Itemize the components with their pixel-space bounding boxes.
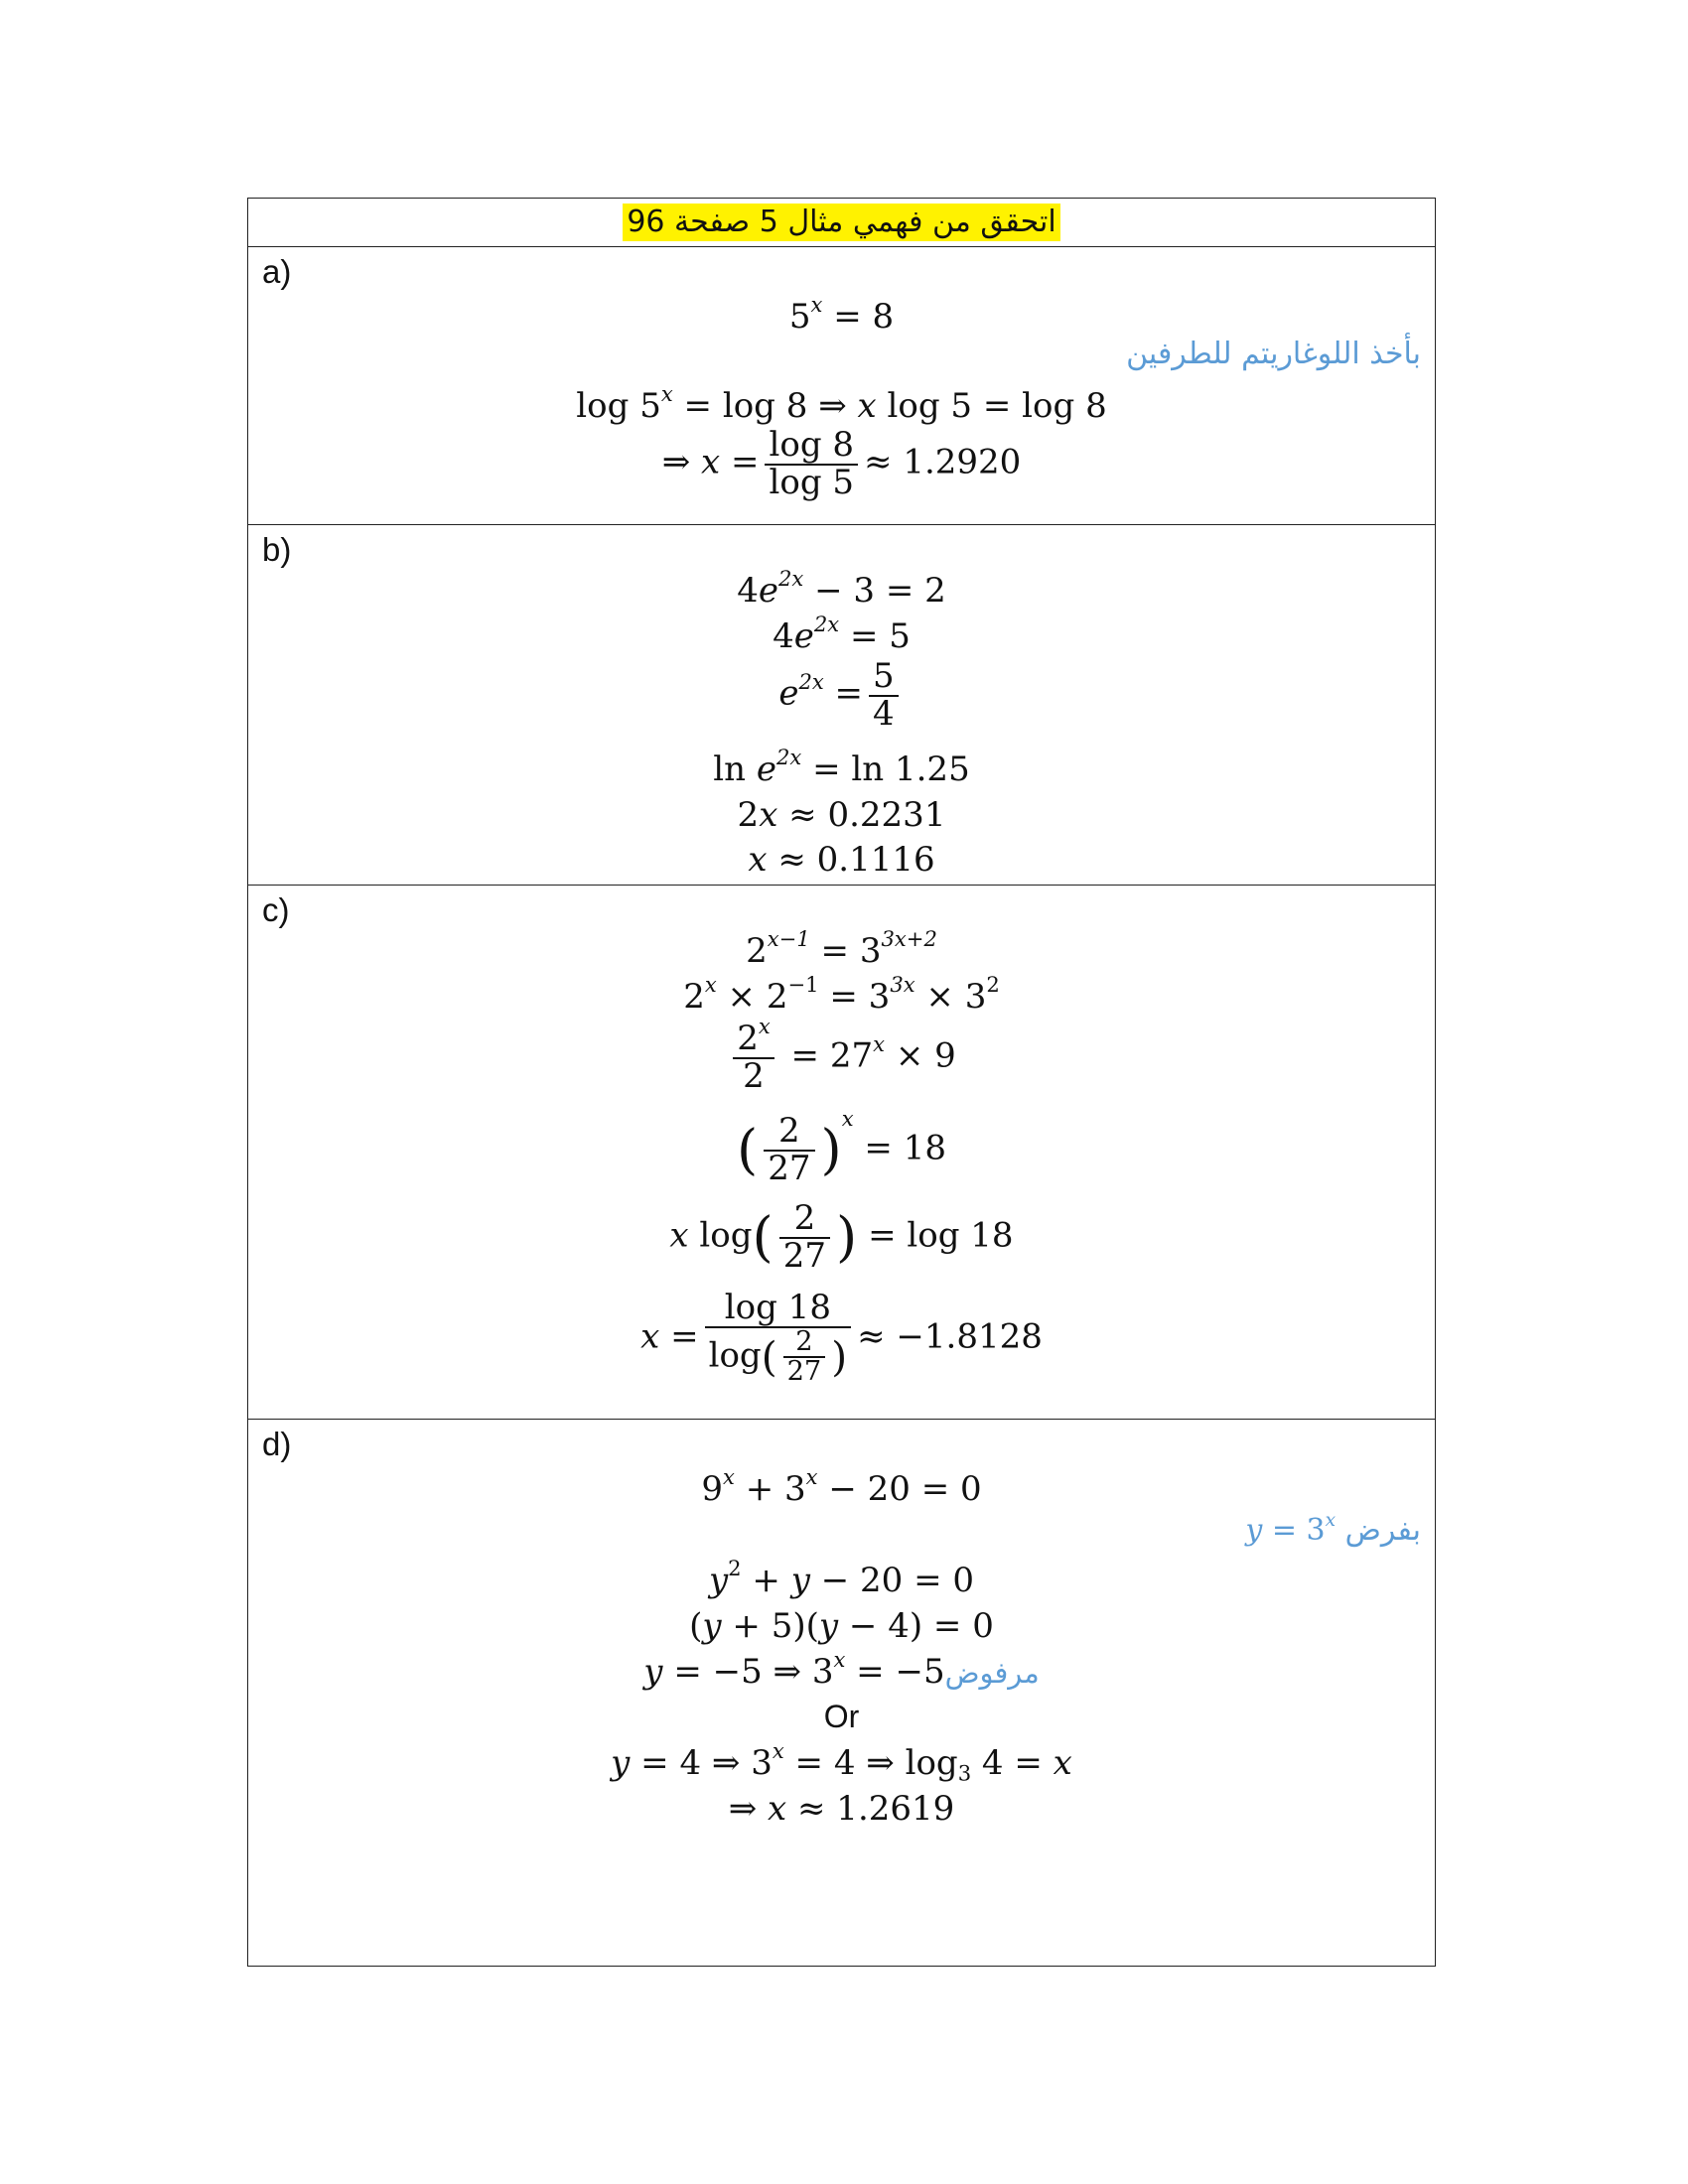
part-d-line2 [248,1556,1435,1600]
fraction [733,1014,774,1096]
exponent: 2x [798,668,824,694]
paren: ) [831,1332,848,1381]
numerator: 2 [779,1201,830,1239]
part-c-line3 [248,1014,1435,1096]
text: + 3 [734,1469,806,1509]
exponent: 2x [776,745,802,770]
part-d-line4 [248,1647,1435,1692]
variable: x [748,840,768,880]
variable: e [793,616,814,656]
variable: x [640,1316,660,1357]
text: − 3 = 2 [803,571,946,611]
exponent: −1 [787,972,819,998]
fraction [779,1198,830,1276]
denominator: 27 [786,1356,822,1388]
text: 2 [683,977,705,1017]
exponent: x [704,972,717,998]
part-c-line4 [248,1105,1435,1188]
text: ≈ 1.2920 [864,442,1022,482]
text: 2 [737,1019,759,1058]
text: = [659,1316,699,1357]
text: ⇒ [661,442,701,482]
exponent: 2 [986,972,1000,998]
part-a-note: بأخذ اللوغاريتم للطرفين [1126,337,1421,371]
text: = ln 1.25 [801,750,970,789]
exponent: x [772,1738,784,1764]
variable: y [818,1606,839,1646]
part-c-label: c) [262,891,290,928]
text: 2 [737,795,760,835]
exponent: x [873,1030,886,1056]
part-c-line2 [248,972,1435,1017]
text: + 5)( [721,1606,819,1646]
denominator: log 5 [769,462,855,502]
numerator: 2 [764,1114,814,1152]
text: log [708,1335,762,1376]
text: = [823,673,864,714]
text: 9 [701,1469,723,1509]
variable: e [778,673,799,714]
text: 2 [746,931,768,971]
part-a-eq2 [248,381,1435,426]
text: − 4) = 0 [838,1606,994,1646]
fraction [705,1288,852,1388]
part-d-line7 [248,1789,1435,1829]
variable: x [669,1215,689,1256]
text: = −5 ⇒ 3 [662,1652,834,1692]
variable: e [756,750,776,789]
part-b-line3 [248,656,1435,734]
denominator: 2 [743,1055,765,1096]
paren: ( [737,1118,759,1181]
part-d-line3 [248,1606,1435,1646]
variable: y [1245,1513,1263,1548]
part-c-line5 [248,1198,1435,1276]
text: = 5 [839,616,911,656]
text: = log 18 [857,1215,1014,1256]
part-d-line1 [248,1464,1435,1509]
paren: ( [761,1332,777,1381]
numerator [733,1014,774,1059]
variable: y [643,1652,663,1692]
text: 4 [773,616,794,656]
text: = 3 [818,977,891,1017]
text: × 9 [885,1035,956,1076]
text: = 27 [779,1035,874,1076]
text: ⇒ [728,1789,769,1829]
denominator: 27 [782,1235,827,1276]
text: = −5 [845,1652,945,1692]
text: = 3 [809,931,882,971]
text: بفرض [1344,1513,1421,1548]
part-a-eq1 [248,292,1435,337]
exponent: x [758,1014,771,1039]
text: 4 = [971,1743,1054,1783]
text: × 2 [716,977,788,1017]
part-b-line6 [248,840,1435,880]
part-c-line6 [248,1288,1435,1388]
exponent: x [841,1105,854,1131]
part-b-line2 [248,612,1435,656]
numerator: log 8 [765,428,858,466]
variable: y [702,1606,722,1646]
exponent: x [660,381,673,407]
fraction [764,1111,814,1188]
header-title: اتحقق من فهمي مثال 5 صفحة 96 [623,204,1059,241]
text: 4 [737,571,759,611]
exponent: 2x [813,612,840,637]
part-b-label: b) [262,531,292,568]
text: ln [713,750,757,789]
text: = 4 ⇒ 3 [630,1743,773,1783]
text: × 3 [914,977,987,1017]
variable: y [790,1561,810,1600]
part-c [248,886,1435,1420]
rejected-note: مرفوض [944,1656,1040,1690]
text: ≈ 0.2231 [777,795,946,835]
paren: ( [752,1205,774,1269]
exponent: 3x [890,972,915,998]
text: − 20 = 0 [817,1469,982,1509]
worksheet-table [247,198,1436,1967]
exponent: x [1325,1510,1336,1532]
denominator [705,1325,852,1388]
numerator: 2 [783,1328,826,1359]
exponent: 2x [777,566,804,592]
part-d-line6 [248,1738,1435,1786]
header-row [248,199,1435,247]
variable: x [1053,1743,1072,1783]
numerator: log 18 [705,1291,852,1328]
part-d [248,1420,1435,1966]
text: ( [689,1606,703,1646]
exponent: x [805,1464,818,1490]
denominator: 27 [768,1148,811,1188]
variable: e [758,571,778,611]
numerator: 5 [869,659,899,697]
text: + [741,1561,791,1600]
part-d-label: d) [262,1426,292,1462]
paren: ) [820,1118,842,1181]
text: = 4 ⇒ log [783,1743,958,1783]
variable: x [768,1789,787,1829]
denominator: 4 [873,693,895,734]
text: ≈ −1.8128 [857,1316,1043,1357]
part-b-line4 [248,745,1435,789]
part-a [248,247,1435,525]
variable: x [700,442,721,482]
fraction [869,656,899,734]
exponent: x [810,292,823,318]
part-a-eq3 [248,425,1435,502]
part-b-line5 [248,795,1435,835]
part-d-note [1245,1510,1421,1548]
text: − 20 = 0 [809,1561,975,1600]
fraction [783,1325,826,1388]
variable: y [611,1743,631,1783]
variable: x [759,795,778,835]
text: ≈ 1.2619 [786,1789,955,1829]
text: log 5 [576,386,661,426]
fraction [765,425,858,502]
paren: ) [836,1205,858,1269]
variable: x [857,386,877,426]
part-b-line1 [248,566,1435,611]
part-c-line1 [248,926,1435,971]
text: 5 [788,297,811,337]
part-b [248,525,1435,886]
text: = 18 [853,1128,946,1168]
exponent: 2 [728,1556,742,1581]
part-d-line5: Or [823,1699,860,1734]
part-a-label: a) [262,253,292,290]
exponent: x [723,1464,735,1490]
exponent: x [833,1647,846,1673]
subscript: 3 [957,1760,972,1786]
text: log 5 = log 8 [876,386,1107,426]
exponent: x−1 [767,926,810,952]
text: = log 8 ⇒ [672,386,858,426]
text: = 8 [822,297,895,337]
text: ≈ 0.1116 [767,840,935,880]
variable: y [708,1561,729,1600]
text: = 3 [1262,1513,1326,1548]
text: log [688,1215,753,1256]
exponent: 3x+2 [881,926,937,952]
text: = [720,442,760,482]
